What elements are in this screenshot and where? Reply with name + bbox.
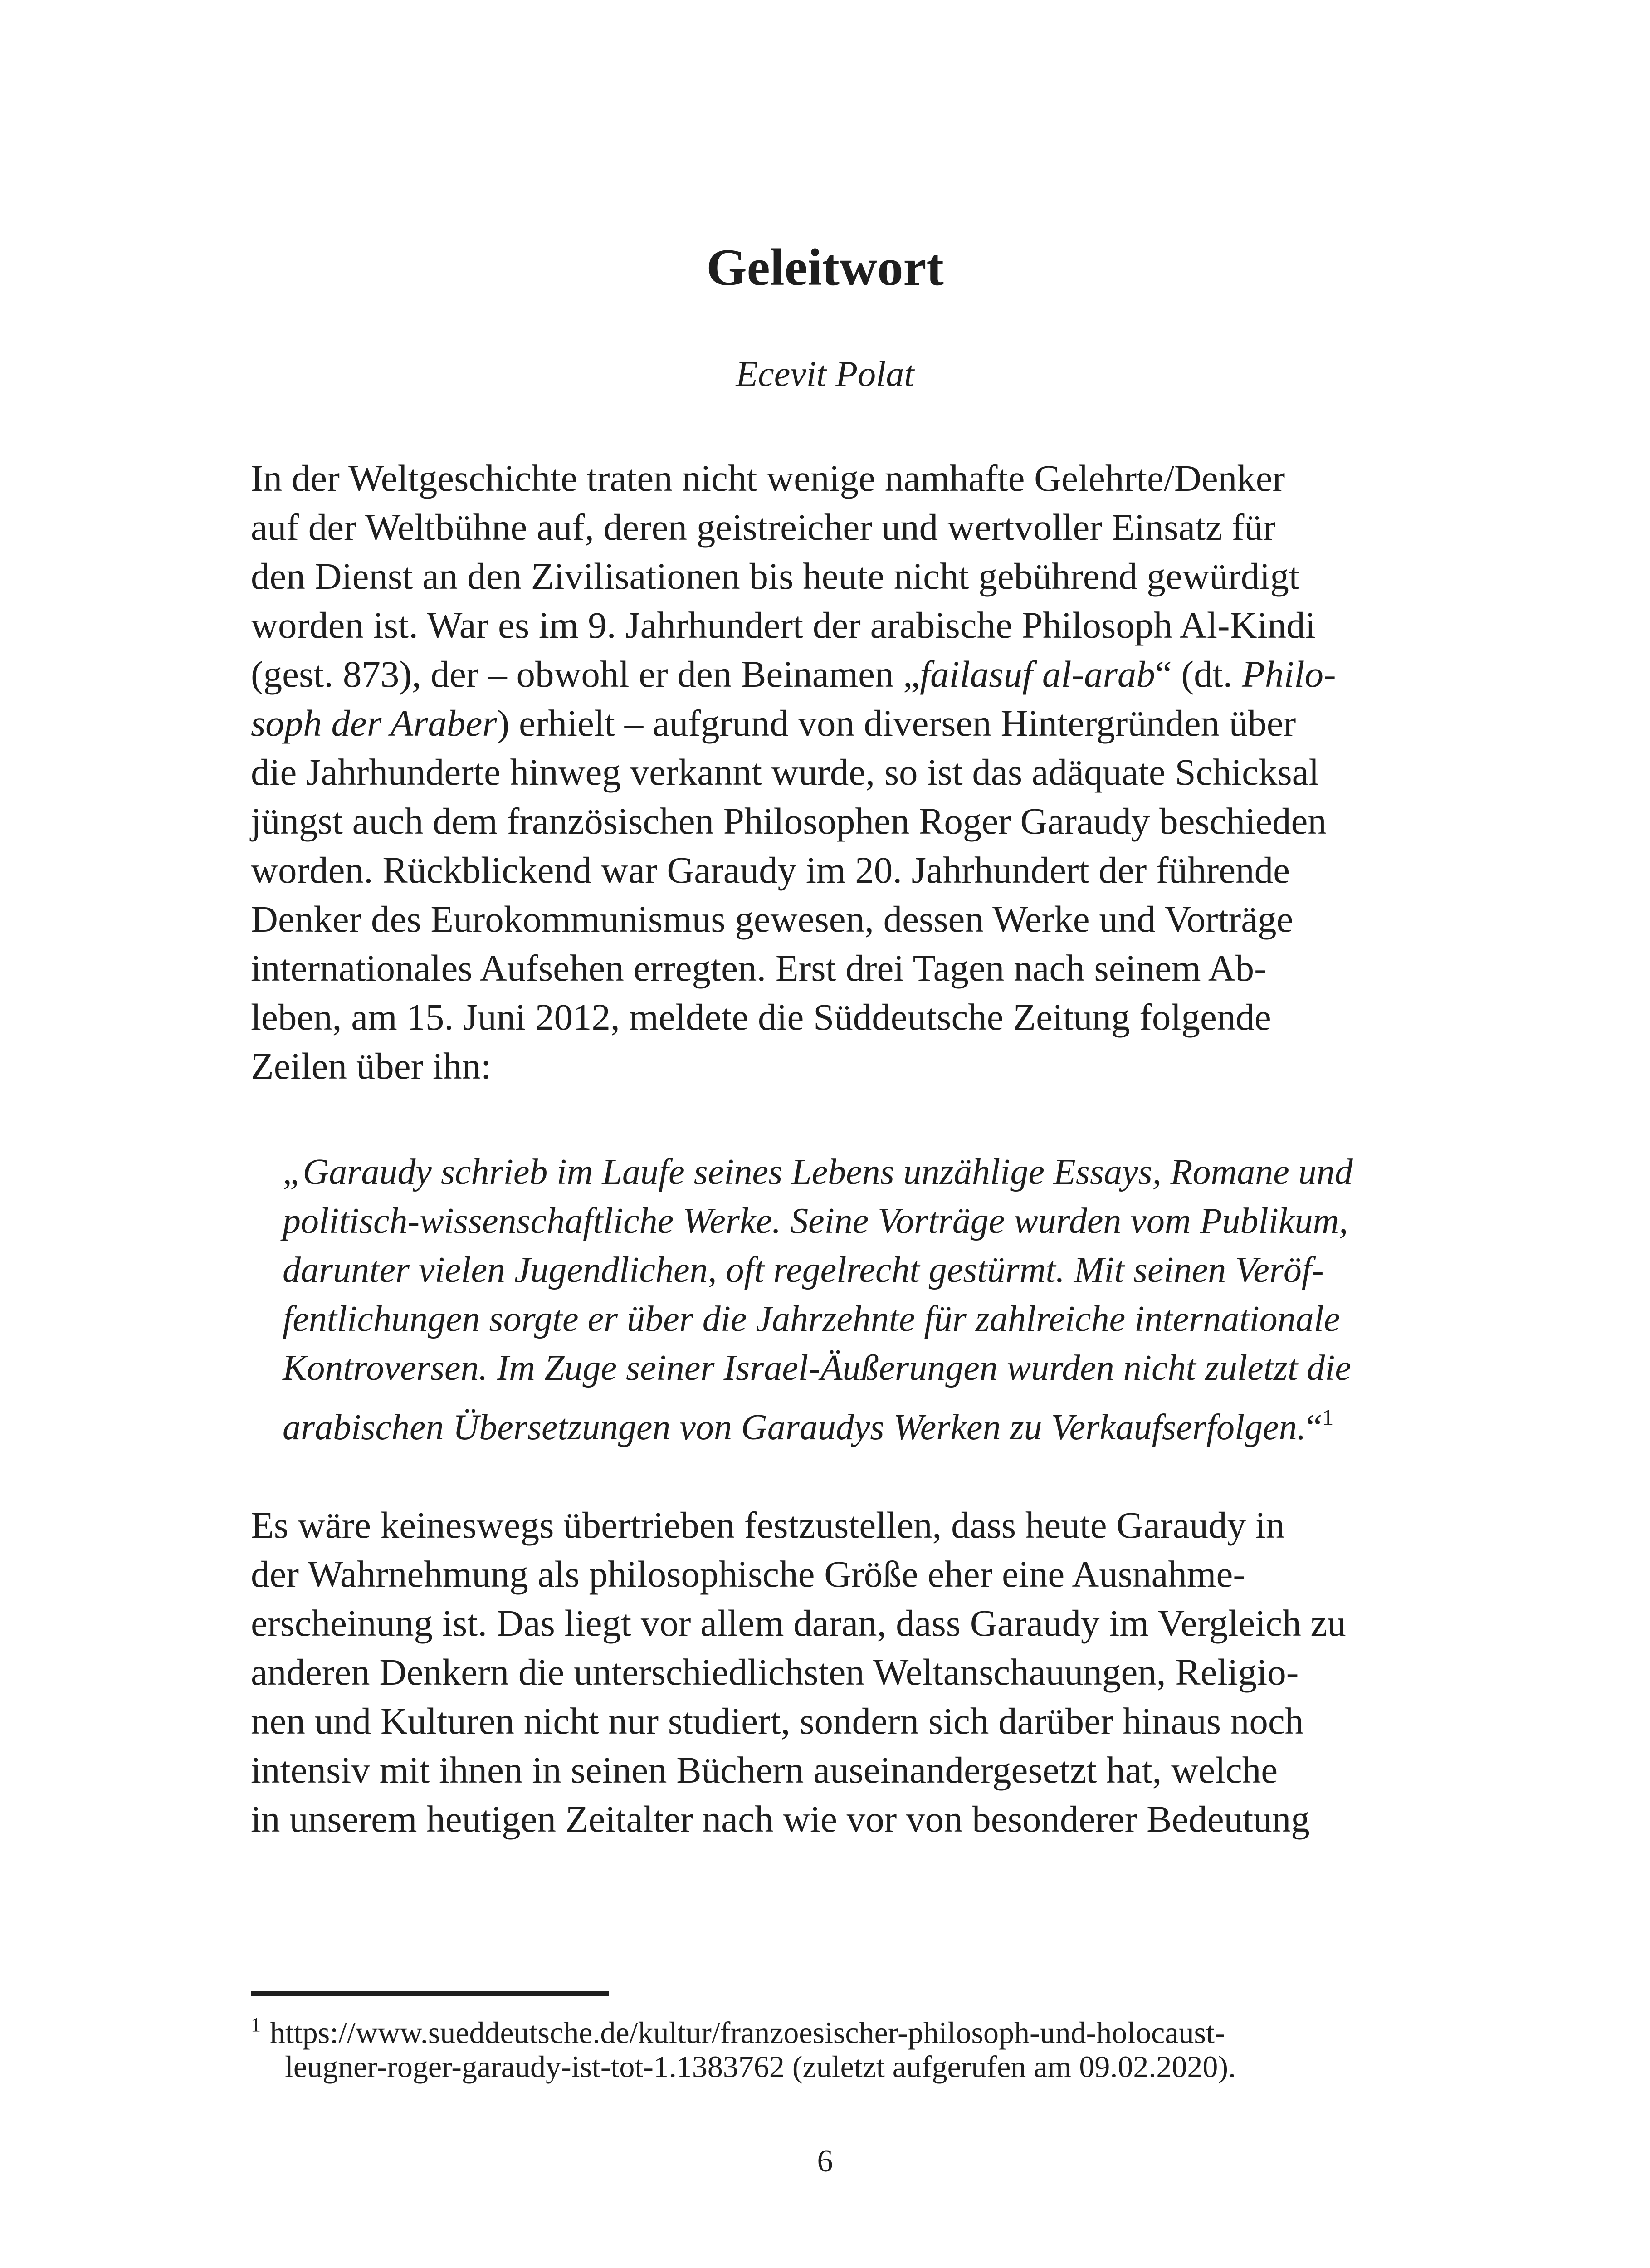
paragraph-line: worden. Rückblickend war Garaudy im 20. Jahrhundert der führende <box>251 849 1290 891</box>
paragraph-line: In der Weltgeschichte traten nicht wenige namhafte Gelehrte/Denker <box>251 457 1285 499</box>
italic-term: soph der Araber <box>251 702 497 744</box>
italic-term: Philo- <box>1242 653 1336 695</box>
page-number: 6 <box>817 2144 833 2179</box>
paragraph-line: erscheinung ist. Das liegt vor allem daran, dass Garaudy im Vergleich zu <box>251 1602 1346 1644</box>
paragraph-line: jüngst auch dem französischen Philosophen Roger Garaudy beschieden <box>251 800 1327 842</box>
paragraph-line: worden ist. War es im 9. Jahrhundert der arabische Philosoph Al-Kindi <box>251 604 1316 646</box>
author-name: Ecevit Polat <box>736 354 914 394</box>
paragraph-line: anderen Denkern die unterschiedlichsten Weltanschauungen, Religio- <box>251 1651 1299 1693</box>
paragraph-1 <box>251 454 1430 1090</box>
block-quote <box>283 1148 1430 1447</box>
paragraph-line: nen und Kulturen nicht nur studiert, sondern sich darüber hinaus noch <box>251 1700 1304 1742</box>
paragraph-line: intensiv mit ihnen in seinen Büchern auseinandergesetzt hat, welche <box>251 1749 1278 1791</box>
paragraph-line: den Dienst an den Zivilisationen bis heute nicht gebührend gewürdigt <box>251 555 1299 597</box>
text-segment: arabischen Übersetzungen von Garaudys Werken zu Verkaufserfolgen. <box>283 1408 1306 1447</box>
paragraph-line: internationales Aufsehen erregten. Erst drei Tagen nach seinem Ab- <box>251 947 1267 989</box>
page-title: Geleitwort <box>706 239 944 296</box>
footnote-marker: 1 <box>251 2014 261 2036</box>
footnote-divider <box>251 1991 609 1996</box>
paragraph-line: die Jahrhunderte hinweg verkannt wurde, so ist das adäquate Schicksal <box>251 751 1319 793</box>
text-segment: (gest. 873), der – obwohl er den Beinamen „ <box>251 653 920 695</box>
paragraph-line: leben, am 15. Juni 2012, meldete die Süddeutsche Zeitung folgende <box>251 996 1271 1038</box>
italic-term: failasuf al-arab <box>920 653 1155 695</box>
footnote-line <box>251 2004 1430 2050</box>
footnote <box>251 2004 1430 2087</box>
paragraph-2 <box>251 1501 1430 1843</box>
quote-line: Kontroversen. Im Zuge seiner Israel-Äußerungen wurden nicht zuletzt die <box>283 1348 1351 1388</box>
paragraph-line: Zeilen über ihn: <box>251 1045 492 1087</box>
footnote-reference[interactable]: 1 <box>1322 1404 1334 1430</box>
text-segment: “ (dt. <box>1155 653 1242 695</box>
footnote-url[interactable]: https://www.sueddeutsche.de/kultur/franzoesischer-philosoph-und-holocaust- <box>270 2015 1225 2050</box>
paragraph-line <box>251 699 1430 748</box>
quote-line <box>283 1393 1430 1447</box>
paragraph-line: in unserem heutigen Zeitalter nach wie vor von besonderer Bedeutung <box>251 1798 1310 1840</box>
paragraph-line: Denker des Eurokommunismus gewesen, dessen Werke und Vorträge <box>251 898 1294 940</box>
paragraph-line: Es wäre keineswegs übertrieben festzustellen, dass heute Garaudy in <box>251 1504 1285 1546</box>
quote-line: fentlichungen sorgte er über die Jahrzehnte für zahlreiche internationale <box>283 1299 1340 1339</box>
footnote-line: leugner-roger-garaudy-ist-tot-1.1383762 (zuletzt aufgerufen am 09.02.2020). <box>285 2049 1236 2084</box>
quote-line: „Garaudy schrieb im Laufe seines Lebens unzählige Essays, Romane und <box>283 1152 1353 1192</box>
paragraph-line <box>251 650 1430 699</box>
text-segment: ) erhielt – aufgrund von diversen Hintergründen über <box>497 702 1296 744</box>
quote-line: darunter vielen Jugendlichen, oft regelrecht gestürmt. Mit seinen Veröf- <box>283 1250 1324 1290</box>
paragraph-line: der Wahrnehmung als philosophische Größe eher eine Ausnahme- <box>251 1553 1245 1595</box>
closing-quote-mark: “ <box>1306 1408 1323 1447</box>
quote-line: politisch-wissenschaftliche Werke. Seine Vorträge wurden vom Publikum, <box>283 1201 1348 1241</box>
paragraph-line: auf der Weltbühne auf, deren geistreicher und wertvoller Einsatz für <box>251 506 1276 548</box>
